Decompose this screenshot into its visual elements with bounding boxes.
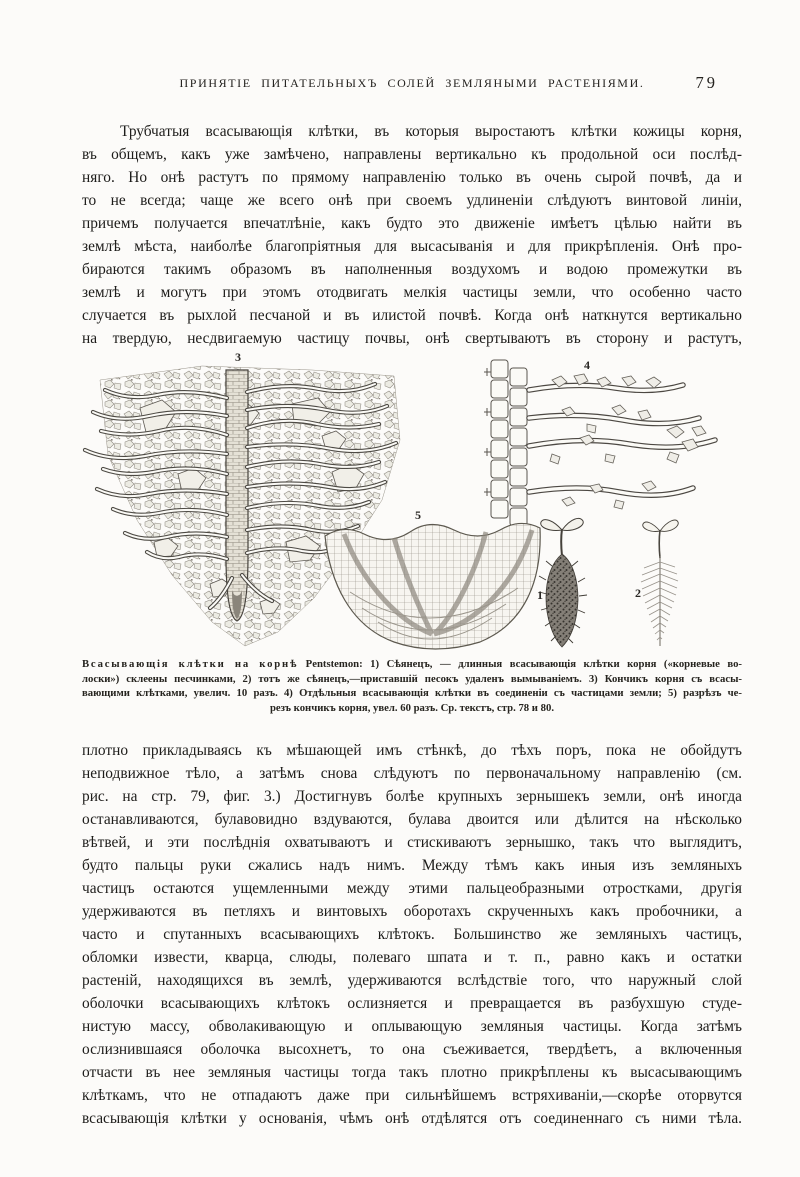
seedling2-stem [659,530,660,558]
text-line: землѣ и могутъ при этомъ отодвигать мелкія частицы земли, что особенно часто [82,284,742,301]
text-column [82,73,742,1130]
sand-covered-roots [546,554,578,647]
epidermis-cell-column [491,360,527,526]
fig1-seedling-sand [539,518,587,647]
caption-last-line: резъ кончикъ корня, увел. 60 разъ. Ср. текстъ, стр. 78 и 80. [269,701,554,714]
text-line: бираются такимъ образомъ въ наполненныя воздухомъ и водою промежутки въ [82,261,742,278]
figure-illustration [82,350,742,652]
paragraph-1 [82,120,742,350]
text-line: обломки извести, кварца, слюды, полеваго шпата и т. п., равно какъ и остатки [82,949,742,967]
cell-wall-ticks [484,368,491,496]
text-line: нистую массу, обволакивающую и оплывающую земляныя частицы. Когда затѣмъ [82,1018,742,1036]
text-line: всасывающія клѣтки у основанія, чѣмъ онѣ отдѣлятся отъ соединеннаго съ ними тѣла. [82,1110,742,1128]
figure-label-3: 3 [235,350,241,364]
figure-label-1: 1 [537,588,543,602]
caption-body-lines [82,672,742,701]
text-line: неподвижное тѣло, а затѣмъ снова слѣдуютъ по первоначальному направленію (см. [82,765,742,783]
text-line: частицъ остаются ущемленными между этими пальцеобразными отростками, другія [82,880,742,898]
page-header [82,73,742,96]
text-line: случается въ рыхлой песчаной и въ илистой почвѣ. Когда онѣ наткнутся вертикально [82,307,742,324]
text-line: будто пальцы руки сжались надъ нимъ. Между тѣмъ какъ иныя изъ земляныхъ [82,857,742,875]
caption-line: лоски») склеены песчинками, 2) тотъ же сѣянецъ,—приставшій песокъ удаленъ вымываніемъ. 3) Кончикъ корня съ всасы- [82,672,742,685]
seedling1-cotyledons [541,518,583,530]
fig4-cells-with-hairs [484,360,715,526]
text-line: Трубчатыя всасывающія клѣтки, въ которыя выростаютъ клѣтки кожицы корня, [120,123,742,140]
text-line: въ общемъ, какъ уже замѣчено, направлены вертикально къ продольной оси послѣд- [82,146,742,163]
fig5-root-section [325,523,540,649]
running-head-title: ПРИНЯТІЕ ПИТАТЕЛЬНЫХЪ СОЛЕЙ ЗЕМЛЯНЫМИ РАСТЕНІЯМИ. [179,76,645,90]
text-line: оболочки всасывающихъ клѣтокъ ослизняется и превращается въ разбухшую студе- [82,995,742,1013]
page-number: 79 [695,73,718,92]
figure-label-2: 2 [635,586,641,600]
figure-caption [82,657,742,715]
paragraph-2 [82,739,742,1130]
root-hair-tubes [529,385,715,495]
text-line: плотно прикладываясь къ мѣшающей имъ стѣнкѣ, до тѣхъ поръ, пока не обойдутъ [82,742,742,760]
text-line: землѣ мѣста, наиболѣе благопріятныя для высасыванія и для прикрѣпленія. Онѣ про- [82,238,742,255]
text-line: на твердую, несдвигаемую частицу почвы, онѣ свертываютъ въ сторону и растутъ, [82,330,742,347]
text-line: растеній, находящихся въ землѣ, удерживаются вслѣдствіе того, что наружный слой [82,972,742,990]
seedling1-stem [561,529,562,556]
text-line: останавливаются, булавовидно вздуваются, булава двоится или дѣлится на нѣсколько [82,811,742,829]
text-line: рис. на стр. 79, фиг. 3.) Достигнувъ болѣе крупныхъ зернышекъ земли, онѣ иногда [82,788,742,806]
text-line: причемъ получается впечатлѣніе, какъ будто это движеніе имѣетъ цѣлью найти въ [82,215,742,232]
figure-label-4: 4 [584,358,590,372]
figure-plate [82,350,742,652]
caption-lead-in: Всасывающія клѣтки на корнѣ [82,658,299,670]
text-line: клѣткамъ, что не отпадаютъ даже при сильнѣйшемъ встряхиваніи,—скорѣе оторвутся [82,1087,742,1105]
text-line: ослизнившаяся оболочка высохнетъ, то она съеживается, твердѣетъ, а включенныя [82,1041,742,1059]
text-line: вѣтвей, и эти послѣднія охватываютъ и стискиваютъ зернышко, такъ что выглядитъ, [82,834,742,852]
text-line: отчасти въ нее земляныя частицы тогда такъ плотно прикрѣплены къ высасывающимъ [82,1064,742,1082]
caption-line-1-rest: Pentstemon: 1) Сѣянецъ, — длинныя всасывающія клѣтки корня («корневые во- [298,658,742,670]
seedling2-cotyledons [643,520,679,531]
text-line: то не всегда; чаще же всего онѣ при своемъ удлиненіи слѣдуютъ винтовой линіи, [82,192,742,209]
fig2-seedling-washed [641,520,678,646]
caption-line: вающими клѣтками, увелич. 10 разъ. 4) Отдѣльныя всасывающія клѣтки въ соединеніи съ частицами земли; 5) разрѣзъ че- [82,687,742,700]
caption-line [82,657,742,672]
text-line: удерживаются въ петляхъ и винтовыхъ оборотахъ скрученныхъ какъ пробочники, а [82,903,742,921]
text-line: няго. Но онѣ растутъ по прямому направленію только въ очень сырой почвѣ, да и [82,169,742,186]
text-line: часто и спутанныхъ всасывающихъ клѣтокъ. Большинство же земляныхъ частицъ, [82,926,742,944]
figure-label-5: 5 [415,508,421,522]
